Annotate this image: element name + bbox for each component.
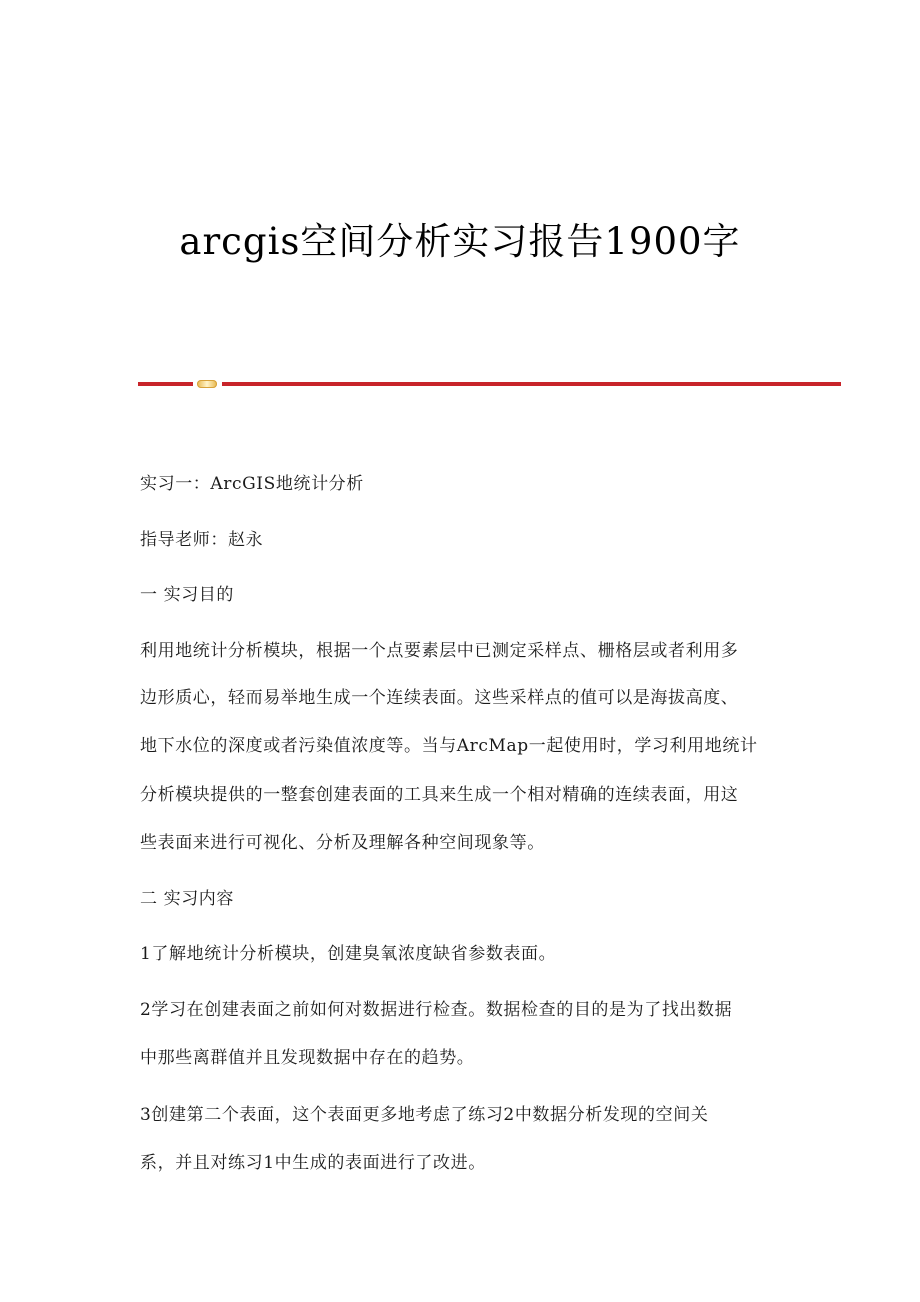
title-divider <box>138 380 841 388</box>
paragraph-line: 些表面来进行可视化、分析及理解各种空间现象等。 <box>140 833 545 853</box>
divider-left-segment <box>138 382 193 386</box>
list-item-continuation: 中那些离群值并且发现数据中存在的趋势。 <box>140 1048 475 1068</box>
instructor-line: 指导老师：赵永 <box>140 530 264 550</box>
document-title: arcgis空间分析实习报告1900字 <box>179 220 741 263</box>
list-item: 1了解地统计分析模块，创建臭氧浓度缺省参数表面。 <box>140 944 557 964</box>
list-item-continuation: 系，并且对练习1中生成的表面进行了改进。 <box>140 1153 486 1173</box>
divider-ornament-icon <box>197 380 217 388</box>
list-item: 3创建第二个表面，这个表面更多地考虑了练习2中数据分析发现的空间关 <box>140 1105 709 1125</box>
divider-right-segment <box>222 382 841 386</box>
paragraph-line: 分析模块提供的一整套创建表面的工具来生成一个相对精确的连续表面，用这 <box>140 785 739 805</box>
paragraph-line: 地下水位的深度或者污染值浓度等。当与ArcMap一起使用时，学习利用地统计 <box>140 736 758 756</box>
list-item: 2学习在创建表面之前如何对数据进行检查。数据检查的目的是为了找出数据 <box>140 1000 733 1020</box>
paragraph-line: 边形质心，轻而易举地生成一个连续表面。这些采样点的值可以是海拔高度、 <box>140 688 739 708</box>
paragraph-line: 利用地统计分析模块，根据一个点要素层中已测定采样点、栅格层或者利用多 <box>140 641 739 661</box>
report-heading: 实习一：ArcGIS地统计分析 <box>140 474 364 494</box>
section-heading-content: 二 实习内容 <box>140 889 235 909</box>
section-heading-purpose: 一 实习目的 <box>140 585 235 605</box>
